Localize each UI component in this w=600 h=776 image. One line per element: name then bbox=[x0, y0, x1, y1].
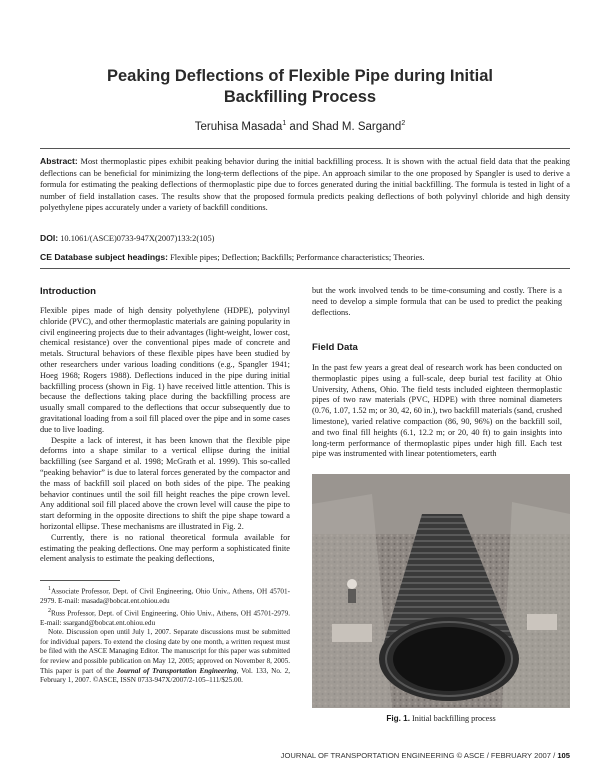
worker bbox=[347, 579, 357, 589]
author-2-affil: 2 bbox=[401, 120, 406, 127]
top-divider bbox=[40, 148, 570, 149]
footnotes bbox=[40, 585, 290, 686]
right-column-continuation bbox=[312, 286, 562, 318]
field-data-heading: Field Data bbox=[312, 342, 358, 353]
abstract-text: Most thermoplastic pipes exhibit peaking behavior during the initial backfilling process. It is shown with the actual field data that the peaking deflections can be beneficial for minimizing the long-term deflections of the pipe. An approach similar to the one proposed by Spangler is used to derive a formula for estimating the peaking deflections of thermoplastic pipe due to forces generated during the initial backfilling. The formula is tested in light of a number of field installation cases. The results show that the proposed formula predicts peaking deflections of both polyvinyl chloride and high density polyethylene pipes accurately under a variety of backfill conditions. bbox=[40, 157, 570, 213]
subject-text: Flexible pipes; Deflection; Backfills; Performance characteristics; Theories. bbox=[168, 253, 425, 262]
footnote-1-text: Associate Professor, Dept. of Civil Engineering, Ohio Univ., Athens, OH 45701-2979. E-mail: masada@bobcat.ent.ohiou.edu bbox=[40, 587, 290, 605]
paper-title bbox=[40, 66, 560, 108]
doi-label: DOI: bbox=[40, 233, 59, 243]
sandbag bbox=[332, 624, 372, 642]
intro-paragraph: Flexible pipes made of high density polyethylene (HDPE), polyvinyl chloride (PVC), and other thermoplastic materials are gaining popularity in civil engineering projects due to their advantages (light-weight, lower cost, chemical resistance) over the conventional pipes made of concrete and metals. Structural behaviors of these flexible pipes have been studied by other researchers under various loading conditions (e.g., Spangler 1941; Hoeg 1968; Rogers 1988). Deflections induced in the pipe during initial backfilling process (shown in Fig. 1) have received little attention. This is because the deflections taking place during the backfilling process are usually small compared to the deflections that occur subsequently due to gravitational loading from a soil fill placed over the pipe and in some cases due to live loading. bbox=[40, 306, 290, 434]
note-text-b: , Vol. 133, No. 2, February 1, 2007. ©ASCE, ISSN 0733-947X/2007/2-105–111/$25.00. bbox=[40, 666, 291, 685]
pipe-interior bbox=[393, 627, 505, 691]
subject-label: CE Database subject headings: bbox=[40, 252, 168, 262]
author-1: Teruhisa Masada bbox=[194, 120, 283, 133]
author-2: Shad M. Sargand bbox=[311, 120, 402, 133]
title-line-2: Backfilling Process bbox=[223, 88, 377, 106]
abstract-label: Abstract: bbox=[40, 156, 78, 166]
field-data-body bbox=[312, 363, 562, 460]
doi-line bbox=[40, 233, 570, 243]
figure-label: Fig. 1. bbox=[386, 714, 410, 723]
field-paragraph: In the past few years a great deal of research work has been conducted on thermoplastic pipes using a full-scale, deep burial test facility at Ohio University, Athens, Ohio. The field tests included eighteen thermoplastic pipes of two raw materials (PVC, HDPE) with three nominal diameters (0.76, 1.07, 1.52 m; or 30, 42, 60 in.), two backfill materials (sand, crushed limestone), varied relative compaction (86, 90, 96%) on the backfill soil, and two final fill heights (6.1, 12.2 m; or 20, 40 ft) to gain insights into long-term performance of thermoplastic pipes under high fill. Each test pipe was instrumented with linear potentiometers, earth bbox=[312, 363, 562, 459]
footnote-2-text: Russ Professor, Dept. of Civil Engineering, Ohio Univ., Athens, OH 45701-2979. E-mail: ssargand@bobcat.ent.ohiou.edu bbox=[40, 608, 290, 627]
footnote-1-mark: 1 bbox=[48, 586, 51, 592]
footnote-2-mark: 2 bbox=[48, 607, 51, 614]
abstract bbox=[40, 156, 570, 214]
footnote-1 bbox=[40, 585, 290, 607]
introduction-body bbox=[40, 306, 290, 565]
header-bottom-divider bbox=[40, 268, 570, 269]
continued-paragraph: but the work involved tends to be time-consuming and costly. There is a need to develop a simple formula that can be used to predict the peaking deflections. bbox=[312, 286, 562, 317]
running-footer bbox=[232, 751, 570, 760]
trench-right-wall bbox=[502, 502, 570, 708]
note-text-a: Note. Discussion open until July 1, 2007. Separate discussions must be submitted for individual papers. To extend the closing date by one month, a written request must be filed with the ASCE Managing Editor. The manuscript for this paper was submitted for review and possible publication on May 12, 2005; approved on November 8, 2005. This paper is part of the bbox=[40, 628, 290, 675]
author-line bbox=[40, 120, 560, 133]
figure-1-photo bbox=[312, 474, 570, 708]
footnote-note bbox=[40, 628, 290, 686]
subject-headings bbox=[40, 252, 570, 262]
author-conjunction: and bbox=[286, 120, 312, 133]
journal-name: Journal of Transportation Engineering bbox=[116, 666, 237, 675]
figure-1-caption bbox=[312, 714, 570, 723]
title-line-1: Peaking Deflections of Flexible Pipe during Initial bbox=[107, 67, 493, 85]
intro-paragraph: Despite a lack of interest, it has been known that the flexible pipe deforms into a shape similar to a vertical ellipse during the initial backfilling (see Sargand et al. 1998; McGrath et al. 1999). This so-called “peaking behavior” is due to lateral forces generated by the compactor and the mass of backfill soil placed on both sides of the pipe. The peaking behavior continues until the soil fill height reaches the pipe crown level. Any additional soil fill placed above the crown level will cause the pipe to start deforming in the opposite directions to shift the pipe shape toward a horizontal ellipse. These mechanisms are illustrated in Fig. 2. bbox=[40, 435, 290, 531]
intro-paragraph: Currently, there is no rational theoretical formula available for estimating the peaking deflections. One may perform a sophisticated finite element analysis to estimate the peaking deflections, bbox=[40, 532, 290, 564]
journal-footer-text: JOURNAL OF TRANSPORTATION ENGINEERING © ASCE / FEBRUARY 2007 / bbox=[280, 751, 558, 760]
introduction-heading: Introduction bbox=[40, 286, 96, 297]
author-1-affil: 1 bbox=[282, 120, 287, 127]
figure-caption-text: Initial backfilling process bbox=[409, 714, 496, 723]
sandbag bbox=[527, 614, 557, 630]
doi-value: 10.1061/(ASCE)0733-947X(2007)133:2(105) bbox=[58, 234, 215, 243]
page-number: 105 bbox=[557, 751, 570, 760]
worker-body bbox=[348, 589, 356, 603]
footnote-2 bbox=[40, 607, 290, 629]
footnote-rule bbox=[40, 580, 120, 581]
